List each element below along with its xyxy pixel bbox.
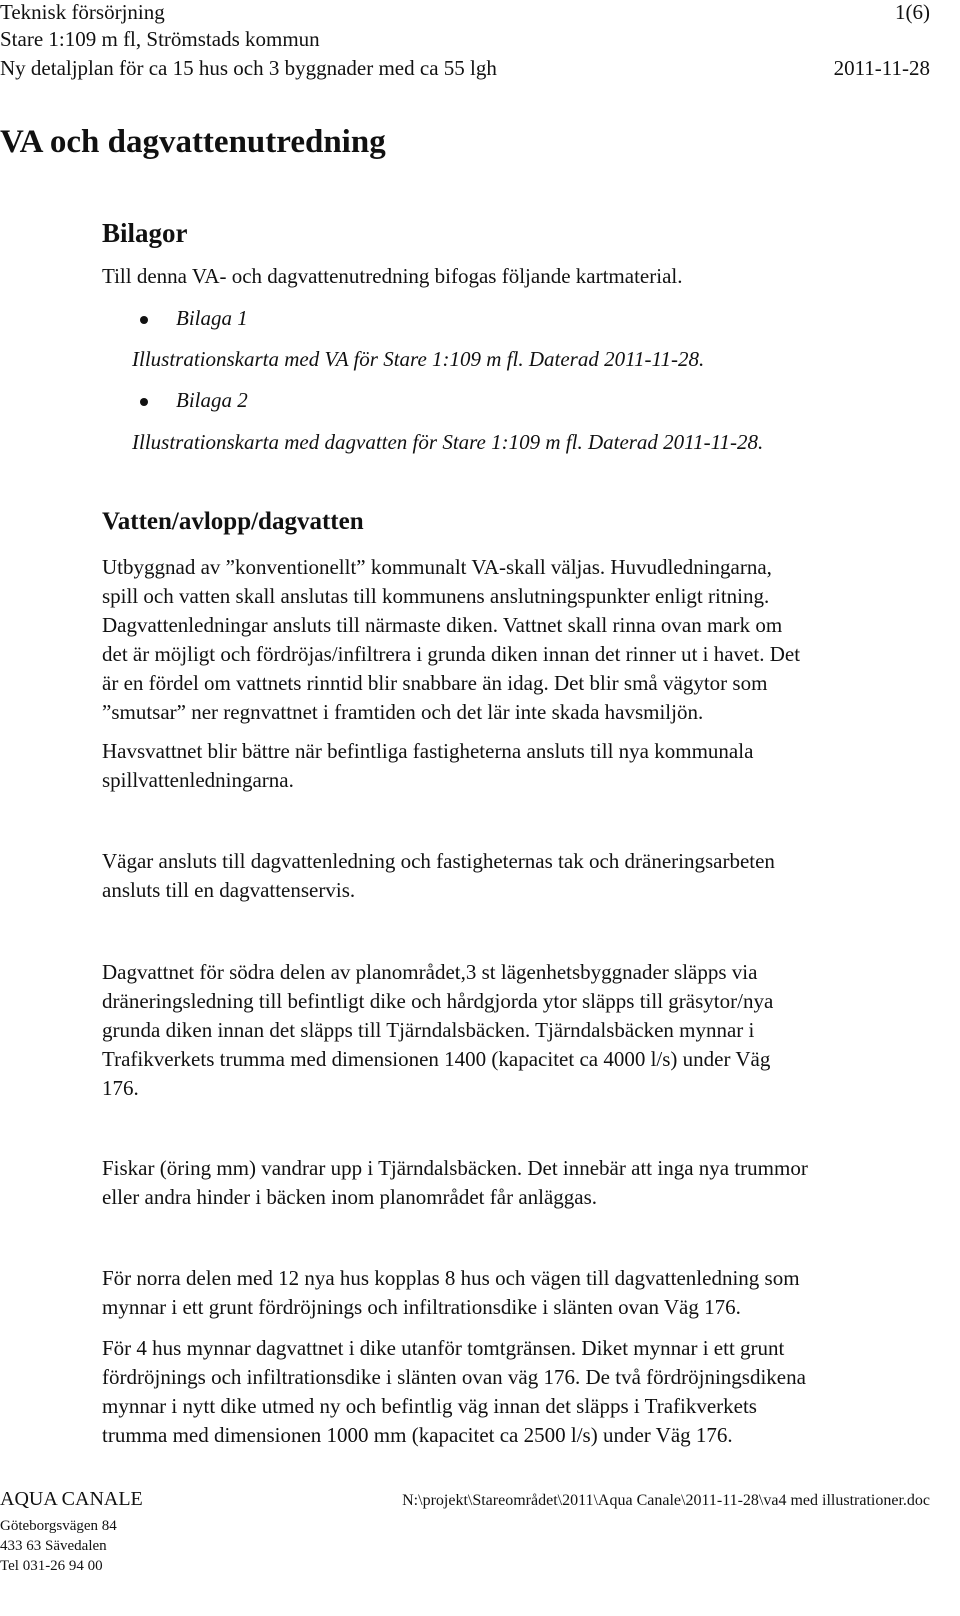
paragraph-3 <box>102 847 775 905</box>
header-page-number: 1(6) <box>895 0 930 24</box>
text-line: eller andra hinder i bäcken inom planområdet får anläggas. <box>102 1185 598 1209</box>
paragraph-7 <box>102 1334 806 1450</box>
footer-address <box>0 1516 117 1576</box>
paragraph-6 <box>102 1264 800 1322</box>
bilaga-1-description: Illustrationskarta med VA för Stare 1:109 m fl. Daterad 2011-11-28. <box>132 347 705 371</box>
bilaga-1-label: Bilaga 1 <box>176 306 248 330</box>
text-line: mynnar i ett grunt fördröjnings och infiltrationsdike i slänten ovan Väg 176. <box>102 1295 741 1319</box>
bullet-icon <box>140 398 148 406</box>
text-line: spill och vatten skall anslutas till kommunens anslutningspunkter enligt ritning. <box>102 584 770 608</box>
header-plan: Ny detaljplan för ca 15 hus och 3 byggnader med ca 55 lgh <box>0 56 497 80</box>
paragraph-1 <box>102 553 800 727</box>
text-line: För norra delen med 12 nya hus kopplas 8 hus och vägen till dagvattenledning som <box>102 1266 800 1290</box>
paragraph-4 <box>102 958 773 1103</box>
text-line: Utbyggnad av ”konventionellt” kommunalt VA-skall väljas. Huvudledningarna, <box>102 555 772 579</box>
footer-company: AQUA CANALE <box>0 1488 143 1510</box>
header-project: Stare 1:109 m fl, Strömstads kommun <box>0 27 320 51</box>
bilaga-2-description: Illustrationskarta med dagvatten för Stare 1:109 m fl. Daterad 2011-11-28. <box>132 430 764 454</box>
paragraph-2 <box>102 737 753 795</box>
text-line: spillvattenledningarna. <box>102 768 294 792</box>
bilagor-intro: Till denna VA- och dagvattenutredning bifogas följande kartmaterial. <box>102 264 683 288</box>
text-line: Fiskar (öring mm) vandrar upp i Tjärndalsbäcken. Det innebär att inga nya trummor <box>102 1156 808 1180</box>
text-line: ansluts till en dagvattenservis. <box>102 878 356 902</box>
bullet-icon <box>140 316 148 324</box>
text-line: fördröjnings och infiltrationsdike i slänten ovan väg 176. De två fördröjningsdikena <box>102 1365 806 1389</box>
text-line: är en fördel om vattnets rinntid blir snabbare än idag. Det blir små vägytor som <box>102 671 768 695</box>
text-line: Vägar ansluts till dagvattenledning och fastigheternas tak och dräneringsarbeten <box>102 849 775 873</box>
text-line: 176. <box>102 1076 139 1100</box>
text-line: Trafikverkets trumma med dimensionen 1400 (kapacitet ca 4000 l/s) under Väg <box>102 1047 771 1071</box>
page-title: VA och dagvattenutredning <box>0 124 386 160</box>
bilagor-heading: Bilagor <box>102 218 188 248</box>
address-line: Göteborgsvägen 84 <box>0 1518 117 1534</box>
text-line: Dagvattnet för södra delen av planområdet,3 st lägenhetsbyggnader släpps via <box>102 960 758 984</box>
header-company: Teknisk försörjning <box>0 0 165 24</box>
text-line: grunda diken innan det släpps till Tjärndalsbäcken. Tjärndalsbäcken mynnar i <box>102 1018 755 1042</box>
footer-file-path: N:\projekt\Stareområdet\2011\Aqua Canale\2011-11-28\va4 med illustrationer.doc <box>402 1492 930 1509</box>
text-line: mynnar i nytt dike utmed ny och befintlig väg innan det släpps i Trafikverkets <box>102 1394 757 1418</box>
section-heading: Vatten/avlopp/dagvatten <box>102 508 364 535</box>
paragraph-5 <box>102 1154 808 1212</box>
text-line: dräneringsledning till befintligt dike och hårdgjorda ytor släpps till gräsytor/nya <box>102 989 774 1013</box>
text-line: trumma med dimensionen 1000 mm (kapacitet ca 2500 l/s) under Väg 176. <box>102 1423 733 1447</box>
text-line: det är möjligt och fördröjas/infiltrera i grunda diken innan det rinner ut i havet. Det <box>102 642 801 666</box>
text-line: ”smutsar” ner regnvattnet i framtiden och det lär inte skada havsmiljön. <box>102 700 704 724</box>
text-line: Havsvattnet blir bättre när befintliga fastigheterna ansluts till nya kommunala <box>102 739 754 763</box>
text-line: För 4 hus mynnar dagvattnet i dike utanför tomtgränsen. Diket mynnar i ett grunt <box>102 1336 785 1360</box>
text-line: Dagvattenledningar ansluts till närmaste diken. Vattnet skall rinna ovan mark om <box>102 613 783 637</box>
header-date: 2011-11-28 <box>833 56 930 80</box>
bilaga-2-label: Bilaga 2 <box>176 388 248 412</box>
address-line: 433 63 Sävedalen <box>0 1538 107 1554</box>
address-line: Tel 031-26 94 00 <box>0 1558 103 1574</box>
